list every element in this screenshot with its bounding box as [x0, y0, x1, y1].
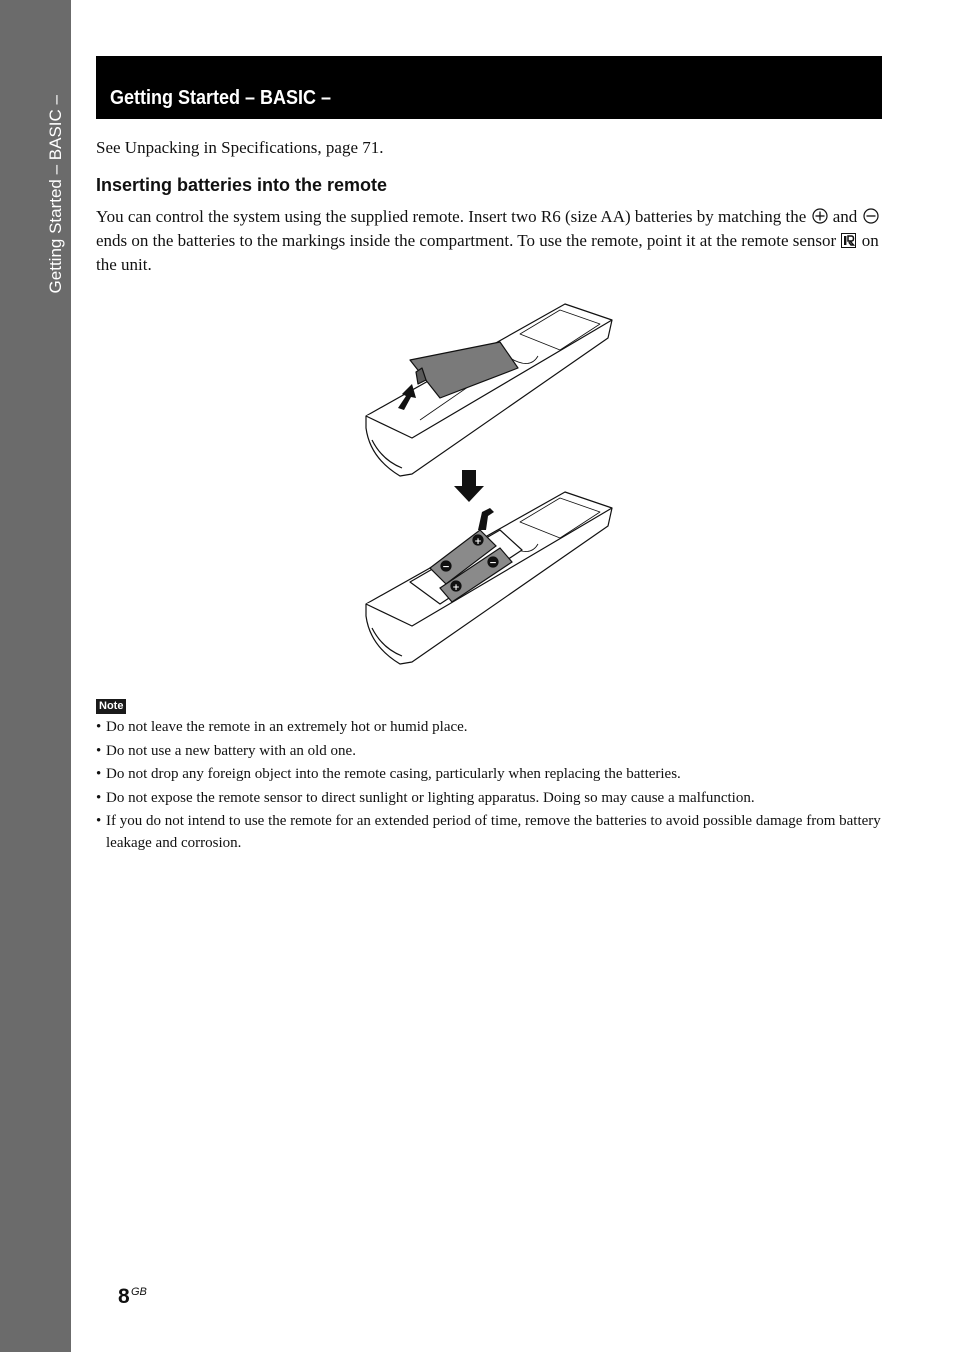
- note-badge: Note: [96, 699, 126, 714]
- paragraph-part3: on the unit.: [96, 231, 879, 274]
- section-header: [96, 56, 882, 119]
- remote-top: [366, 304, 612, 476]
- note-item: • If you do not intend to use the remote for an extended period of time, remove the batteries to avoid possible damage from battery leakage and corrosion.: [96, 810, 886, 854]
- down-arrow: [454, 470, 484, 502]
- subheading: Inserting batteries into the remote: [96, 175, 388, 195]
- plus-circle-icon: [812, 208, 828, 224]
- note-item: • Do not leave the remote in an extremely hot or humid place.: [96, 716, 886, 738]
- paragraph-part1: You can control the system using the supplied remote. Insert two R6 (size AA) batteries by matching the: [96, 207, 807, 226]
- page-suffix: GB: [131, 1286, 147, 1298]
- battery-plus-bottom: +: [452, 583, 460, 593]
- minus-circle-icon: [863, 208, 879, 224]
- paragraph-part2: ends on the batteries to the markings inside the compartment. To use the remote, point it at the remote sensor: [96, 231, 837, 250]
- notes-list: [96, 716, 886, 856]
- battery-minus-top: −: [442, 562, 450, 573]
- note-item: • Do not drop any foreign object into the remote casing, particularly when replacing the batteries.: [96, 763, 886, 785]
- remote-sensor-icon: [841, 233, 856, 248]
- battery-plus-top: +: [474, 537, 482, 547]
- intro-text: See Unpacking in Specifications, page 71.: [96, 138, 384, 157]
- battery-minus-bottom: −: [489, 558, 497, 569]
- instructions-paragraph: [96, 205, 882, 277]
- page-number: 8: [118, 1285, 130, 1308]
- paragraph-and: and: [832, 207, 858, 226]
- side-tab-label: Getting Started – BASIC –: [46, 95, 65, 294]
- battery-diagram: [360, 298, 620, 670]
- section-title: Getting Started – BASIC –: [110, 87, 332, 109]
- side-tab: [0, 0, 71, 1352]
- note-item: • Do not use a new battery with an old one.: [96, 740, 886, 762]
- note-item: • Do not expose the remote sensor to direct sunlight or lighting apparatus. Doing so may cause a malfunction.: [96, 787, 886, 809]
- insert-arrow: [478, 508, 494, 530]
- remote-battery-illustration: [360, 298, 620, 670]
